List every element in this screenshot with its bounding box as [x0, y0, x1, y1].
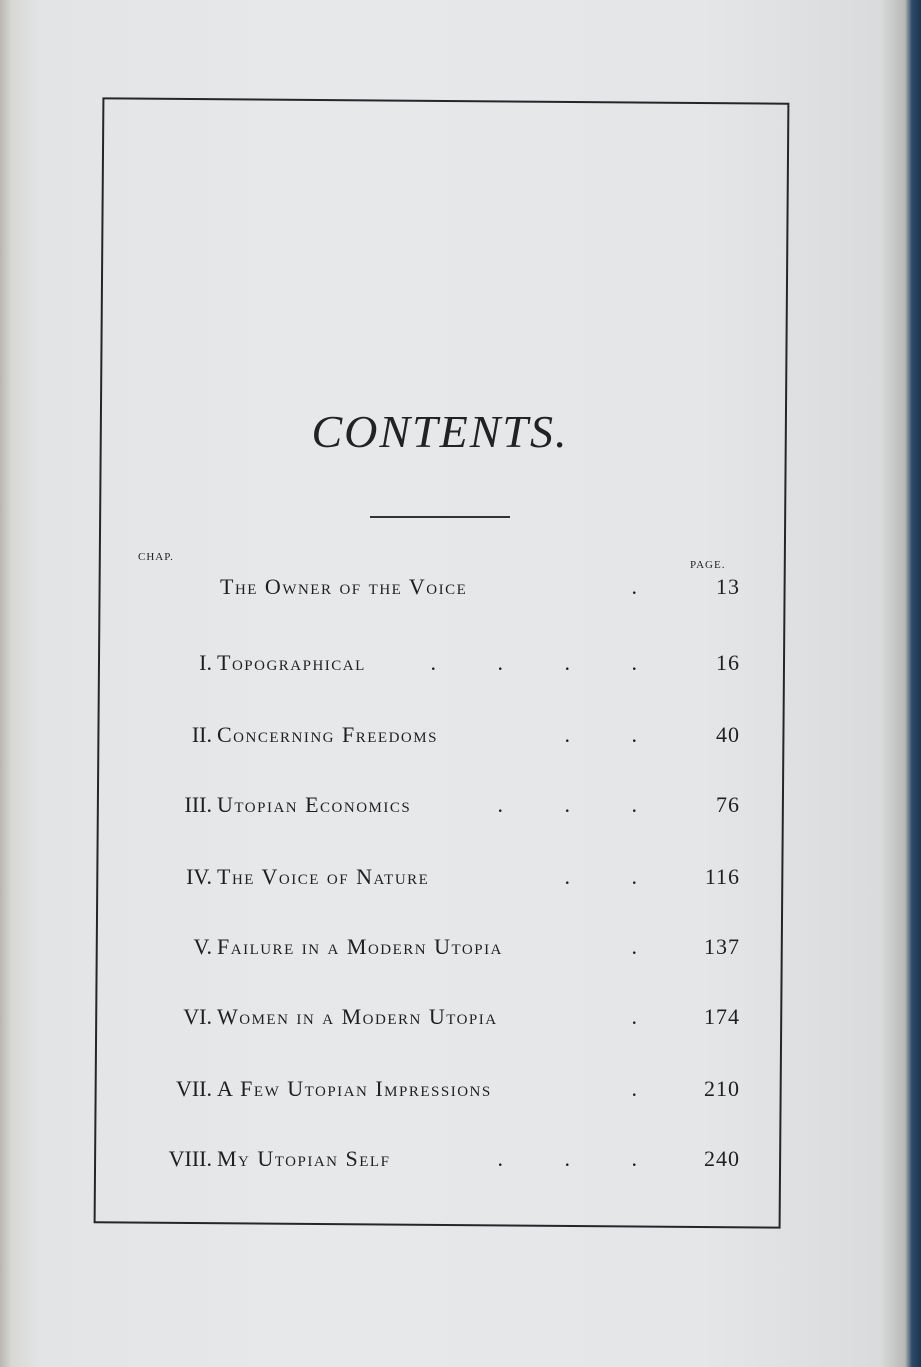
page-number: 137 [704, 934, 740, 959]
page-number: 210 [704, 1076, 740, 1101]
chapter-number: IV. [186, 864, 212, 889]
chapter-title: Women in a Modern Utopia [217, 1004, 498, 1029]
chapter-title: The Owner of the Voice [220, 574, 468, 599]
chapter-title: A Few Utopian Impressions [217, 1076, 492, 1101]
chapter-number: VI. [183, 1004, 212, 1029]
leader-dots: . . . . [430, 650, 665, 675]
toc-entry[interactable] [100, 574, 760, 608]
page-label: PAGE. [690, 559, 726, 571]
page-number: 174 [704, 1004, 740, 1029]
chapter-number: I. [199, 650, 212, 675]
leader-dots: . [631, 1004, 665, 1029]
toc-entry[interactable] [100, 1076, 760, 1110]
leader-dots: . [631, 1076, 665, 1101]
chapter-title: Concerning Freedoms [217, 722, 438, 747]
toc-entry[interactable] [100, 792, 760, 826]
toc-entry[interactable] [100, 722, 760, 756]
page-number: 76 [716, 792, 740, 817]
chapter-title: Topographical [217, 650, 366, 675]
chapter-title: The Voice of Nature [217, 864, 430, 889]
toc-entry[interactable] [100, 650, 760, 684]
chapter-number: V. [193, 934, 212, 959]
toc-entry[interactable] [100, 864, 760, 898]
toc-entry[interactable] [100, 1004, 760, 1038]
chapter-title: My Utopian Self [217, 1146, 391, 1171]
leader-dots: . . . [497, 792, 665, 817]
contents-heading: CONTENTS. [311, 406, 569, 457]
page-number: 16 [716, 650, 740, 675]
leader-dots: . [631, 934, 665, 959]
leader-dots: . [631, 574, 665, 599]
chapter-number: VII. [175, 1076, 212, 1101]
chapter-number: III. [184, 792, 212, 817]
toc-entry[interactable] [100, 1146, 760, 1180]
page-number: 40 [716, 722, 740, 747]
leader-dots: . . [564, 722, 665, 747]
chap-label: CHAP. [138, 551, 174, 563]
page-number: 13 [716, 574, 740, 599]
chapter-title: Failure in a Modern Utopia [217, 934, 503, 959]
divider-rule [370, 516, 510, 518]
chapter-title: Utopian Economics [217, 792, 412, 817]
chapter-number: II. [191, 722, 212, 747]
toc-entry[interactable] [100, 934, 760, 968]
leader-dots: . . [564, 864, 665, 889]
page-number: 116 [704, 864, 740, 889]
leader-dots: . . . [497, 1146, 665, 1171]
page-number: 240 [704, 1146, 740, 1171]
chapter-number: VIII. [168, 1146, 212, 1171]
